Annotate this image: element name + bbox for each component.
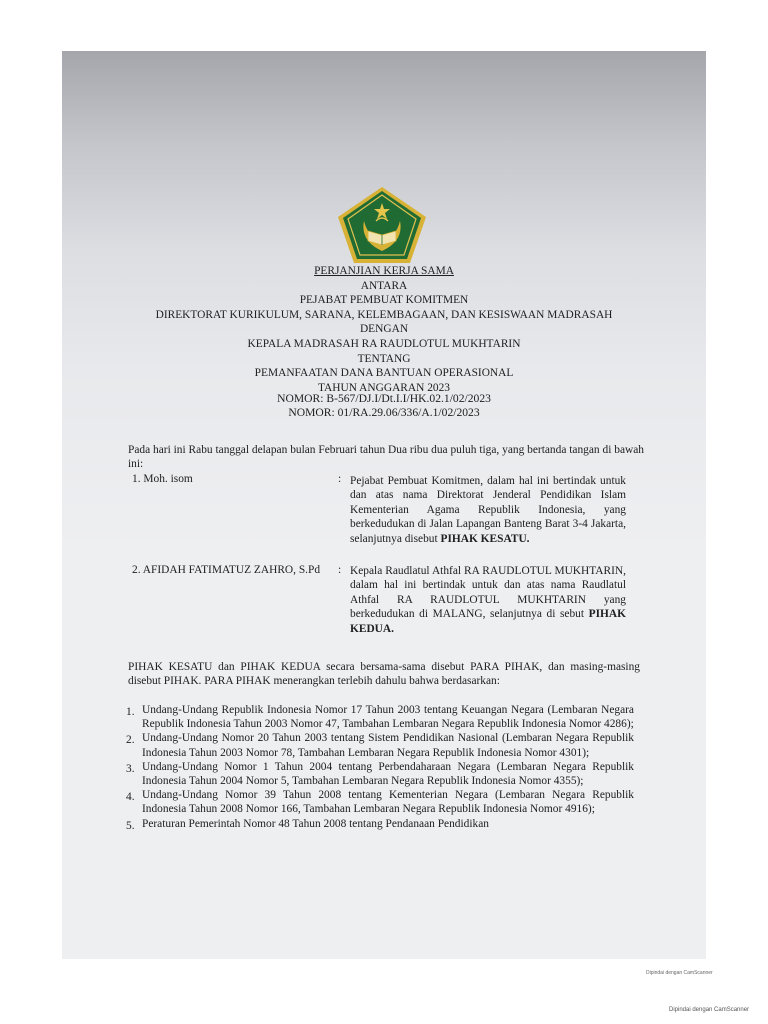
header-kepala: KEPALA MADRASAH RA RAUDLOTUL MUKHTARIN <box>247 337 521 350</box>
header-direktorat: DIREKTORAT KURIKULUM, SARANA, KELEMBAGAAN, DAN KESISWAAN MADRASAH <box>155 308 613 321</box>
list-item-text: Undang-Undang Nomor 20 Tahun 2003 tentang Sistem Pendidikan Nasional (Lembaran Negara Republik Indonesia Tahun 2003 Nomor 78, Tambahan Lembaran Negara Republik Indonesia Nomor 4301); <box>142 732 634 759</box>
header-pejabat: PEJABAT PEMBUAT KOMITMEN <box>299 294 469 307</box>
list-item <box>124 731 634 759</box>
list-item-number: 2. <box>126 734 135 747</box>
intro-paragraph: Pada hari ini Rabu tanggal delapan bulan Februari tahun Dua ribu dua puluh tiga, yang bertanda tangan di bawah ini: <box>128 444 644 471</box>
list-item-text: Peraturan Pemerintah Nomor 48 Tahun 2008 tentang Pendanaan Pendidikan <box>142 817 489 830</box>
list-item-text: Undang-Undang Nomor 1 Tahun 2004 tentang Perbendaharaan Negara (Lembaran Negara Republik Indonesia Tahun 2004 Nomor 5, Tambahan Lembaran Negara Republik Indonesia Nomor 4355); <box>142 760 634 788</box>
nomor-2: NOMOR: 01/RA.29.06/336/A.1/02/2023 <box>288 405 480 419</box>
party1-label: PIHAK KESATU. <box>440 532 530 545</box>
list-item <box>124 788 634 816</box>
header-antara: ANTARA <box>360 279 408 292</box>
party2-name: 2. AFIDAH FATIMATUZ ZAHRO, S.Pd <box>132 564 321 576</box>
list-item-number: 3. <box>126 762 135 775</box>
header-tentang: TENTANG <box>357 352 411 365</box>
document-header <box>62 264 706 395</box>
camscanner-watermark-small: Dipindai dengan CamScanner <box>646 970 713 976</box>
party2-desc-text: Kepala Raudlatul Athfal RA RAUDLOTUL MUKHTARIN, dalam hal ini bertindak untuk dan atas nama Raudlatul Athfal RA RAUDLOTUL MUKHTARIN yang berkedudukan di MALANG, selanjutnya di sebut <box>350 565 626 621</box>
party1-name: 1. Moh. isom <box>132 473 193 485</box>
list-item <box>124 703 634 731</box>
party1-description <box>350 474 626 546</box>
header-subject: PEMANFAATAN DANA BANTUAN OPERASIONAL <box>254 367 514 380</box>
list-item-number: 5. <box>126 819 135 832</box>
list-item <box>124 760 634 788</box>
nomor-1: NOMOR: B-567/DJ.I/Dt.I.I/HK.02.1/02/2023 <box>277 392 491 405</box>
list-item-text: Undang-Undang Nomor 39 Tahun 2008 tentang Kementerian Negara (Lembaran Negara Republik Indonesia Tahun 2008 Nomor 166, Tambahan Lembaran Negara Republik Indonesia Nomor 4916); <box>142 789 634 816</box>
header-year: TAHUN ANGGARAN 2023 <box>318 381 450 394</box>
header-dengan: DENGAN <box>359 323 409 336</box>
kementerian-agama-logo <box>336 185 428 265</box>
party1-colon: : <box>338 473 342 485</box>
list-item-number: 4. <box>126 791 135 804</box>
document-numbers <box>62 392 706 419</box>
party2-label: PIHAK KEDUA. <box>350 608 626 635</box>
list-item-text: Undang-Undang Republik Indonesia Nomor 17 Tahun 2003 tentang Keuangan Negara (Lembaran Negara Republik Indonesia Tahun 2003 Nomor 47, Tambahan Lembaran Negara Republik Indonesia Nomor 4286); <box>142 704 634 731</box>
list-item <box>124 817 634 831</box>
party2-colon: : <box>338 564 342 576</box>
scanned-page <box>62 51 706 959</box>
party1-desc-text: Pejabat Pembuat Komitmen, dalam hal ini bertindak untuk dan atas nama Direktorat Jenderal Pendidikan Islam Kementerian Agama Republik Indonesia, yang berkedudukan di Jalan Lapangan Banteng Barat 3-4 Jakarta, selanjutnya disebut <box>350 475 626 545</box>
header-title: PERJANJIAN KERJA SAMA <box>314 265 454 277</box>
para-pihak-paragraph: PIHAK KESATU dan PIHAK KEDUA secara bersama-sama disebut PARA PIHAK, dan masing-masing disebut PIHAK. PARA PIHAK menerangkan terlebih dahulu bahwa berdasarkan: <box>128 661 640 688</box>
legal-basis-list <box>124 703 634 831</box>
party2-description <box>350 564 626 636</box>
camscanner-watermark: Dipindai dengan CamScanner <box>669 1007 750 1013</box>
list-item-number: 1. <box>126 706 135 718</box>
